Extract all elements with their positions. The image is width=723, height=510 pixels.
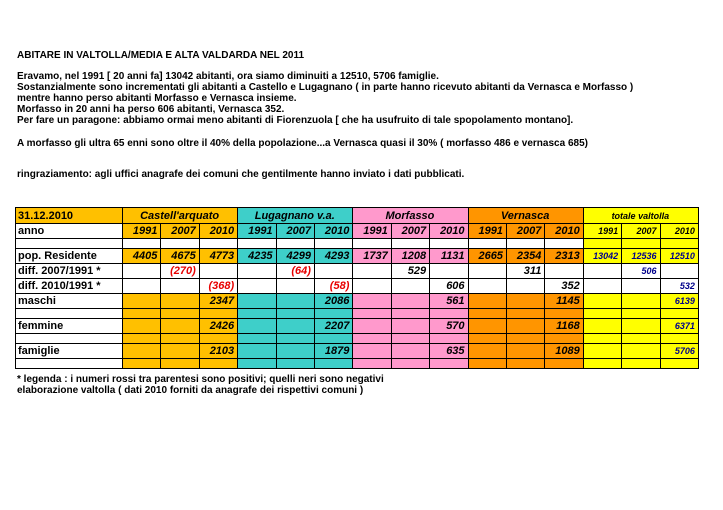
table-cell	[123, 309, 161, 319]
table-cell	[391, 309, 429, 319]
table-cell	[353, 279, 391, 294]
table-cell	[353, 334, 391, 344]
table-header-row	[16, 208, 699, 224]
table-row	[16, 279, 699, 294]
table-cell	[545, 359, 583, 369]
table-cell	[660, 264, 698, 279]
table-cell	[468, 239, 506, 249]
table-cell	[622, 309, 660, 319]
table-row	[16, 249, 699, 264]
table-cell	[238, 294, 276, 309]
anno-label-cell: anno	[16, 224, 123, 239]
table-cell: (270)	[161, 264, 199, 279]
table-cell	[506, 294, 544, 309]
table-row	[16, 334, 699, 344]
table-cell	[123, 359, 161, 369]
year-header-cell: 2010	[660, 224, 698, 239]
table-cell	[545, 309, 583, 319]
year-header-cell: 1991	[353, 224, 391, 239]
table-cell	[430, 334, 468, 344]
table-cell	[276, 239, 314, 249]
table-row	[16, 344, 699, 359]
year-header-cell: 2007	[622, 224, 660, 239]
table-cell	[123, 279, 161, 294]
table-cell	[545, 264, 583, 279]
table-cell	[161, 279, 199, 294]
row-label-cell: famiglie	[16, 344, 123, 359]
table-row	[16, 239, 699, 249]
table-cell	[391, 239, 429, 249]
table-cell: 1131	[430, 249, 468, 264]
table-cell	[430, 239, 468, 249]
table-cell	[276, 294, 314, 309]
table-cell	[583, 294, 621, 309]
row-label-cell: diff. 2010/1991 *	[16, 279, 123, 294]
group-header-totale-valtolla: totale valtolla	[583, 208, 698, 224]
year-header-cell: 1991	[238, 224, 276, 239]
table-cell	[161, 309, 199, 319]
year-header-cell: 2007	[506, 224, 544, 239]
table-cell: 6371	[660, 319, 698, 334]
table-cell	[161, 319, 199, 334]
table-cell	[391, 319, 429, 334]
table-cell: 2665	[468, 249, 506, 264]
table-cell	[506, 239, 544, 249]
table-row	[16, 264, 699, 279]
table-cell: 506	[622, 264, 660, 279]
intro-line: Eravamo, nel 1991 [ 20 anni fa] 13042 abitanti, ora siamo diminuiti a 12510, 5706 famiglie.	[17, 71, 439, 82]
table-cell: 4235	[238, 249, 276, 264]
table-cell	[660, 359, 698, 369]
table-cell: 1145	[545, 294, 583, 309]
table-cell	[545, 239, 583, 249]
table-cell: 6139	[660, 294, 698, 309]
table-cell	[506, 319, 544, 334]
group-header-lugagnano-v-a: Lugagnano v.a.	[238, 208, 353, 224]
population-table	[15, 207, 699, 369]
table-cell: 1737	[353, 249, 391, 264]
table-cell: 2354	[506, 249, 544, 264]
table-year-row	[16, 224, 699, 239]
table-cell	[123, 264, 161, 279]
table-cell	[660, 334, 698, 344]
table-cell: 2086	[314, 294, 352, 309]
table-cell	[276, 279, 314, 294]
table-cell	[276, 309, 314, 319]
table-cell	[276, 344, 314, 359]
table-cell	[506, 334, 544, 344]
table-cell	[238, 344, 276, 359]
table-cell	[314, 309, 352, 319]
table-cell	[660, 309, 698, 319]
intro-line: mentre hanno perso abitanti Morfasso e Vernasca insieme.	[17, 93, 297, 104]
intro-line: Morfasso in 20 anni ha perso 606 abitanti, Vernasca 352.	[17, 104, 285, 115]
table-cell: 1879	[314, 344, 352, 359]
table-cell: 4405	[123, 249, 161, 264]
table-cell: 5706	[660, 344, 698, 359]
table-cell	[391, 279, 429, 294]
table-cell	[199, 239, 237, 249]
table-row	[16, 309, 699, 319]
table-cell	[199, 309, 237, 319]
table-cell	[353, 239, 391, 249]
table-cell	[468, 264, 506, 279]
table-cell	[353, 294, 391, 309]
year-header-cell: 1991	[123, 224, 161, 239]
intro-line: Per fare un paragone: abbiamo ormai meno abitanti di Fiorenzuola [ che ha usufruito di tale spopolamento montano].	[17, 115, 574, 126]
legend-line: * legenda : i numeri rossi tra parentesi sono positivi; quelli neri sono negativi	[17, 374, 384, 385]
year-header-cell: 2010	[430, 224, 468, 239]
date-header-cell: 31.12.2010	[16, 208, 123, 224]
table-cell	[276, 319, 314, 334]
table-cell	[622, 344, 660, 359]
table-cell	[583, 264, 621, 279]
table-cell	[506, 309, 544, 319]
table-cell	[583, 359, 621, 369]
table-cell	[123, 294, 161, 309]
year-header-cell: 2007	[276, 224, 314, 239]
group-header-vernasca: Vernasca	[468, 208, 583, 224]
table-cell	[583, 309, 621, 319]
table-cell	[622, 279, 660, 294]
year-header-cell: 2007	[161, 224, 199, 239]
row-label-cell	[16, 359, 123, 369]
table-cell: 4299	[276, 249, 314, 264]
table-cell	[622, 239, 660, 249]
table-cell	[276, 359, 314, 369]
table-cell	[468, 334, 506, 344]
table-cell	[622, 359, 660, 369]
table-cell: (58)	[314, 279, 352, 294]
row-label-cell: diff. 2007/1991 *	[16, 264, 123, 279]
table-cell	[238, 239, 276, 249]
year-header-cell: 2007	[391, 224, 429, 239]
table-cell	[468, 359, 506, 369]
table-cell: 635	[430, 344, 468, 359]
year-header-cell: 2010	[314, 224, 352, 239]
row-label-cell	[16, 309, 123, 319]
table-cell	[314, 264, 352, 279]
table-cell	[583, 239, 621, 249]
table-cell	[123, 319, 161, 334]
page-title: ABITARE IN VALTOLLA/MEDIA E ALTA VALDARDA NEL 2011	[17, 50, 305, 61]
table-cell	[430, 264, 468, 279]
table-cell: 1208	[391, 249, 429, 264]
table-cell	[468, 309, 506, 319]
row-label-cell	[16, 334, 123, 344]
table-cell	[123, 344, 161, 359]
intro-paragraph	[17, 71, 633, 126]
table-cell	[622, 319, 660, 334]
table-cell	[583, 334, 621, 344]
table-cell	[238, 334, 276, 344]
table-cell	[391, 334, 429, 344]
group-header-castell-arquato: Castell'arquato	[123, 208, 238, 224]
table-cell	[660, 239, 698, 249]
table-cell	[583, 279, 621, 294]
row-label-cell: pop. Residente	[16, 249, 123, 264]
table-cell: 606	[430, 279, 468, 294]
table-cell	[238, 309, 276, 319]
table-cell: 13042	[583, 249, 621, 264]
table-cell	[123, 239, 161, 249]
table-cell	[391, 344, 429, 359]
table-cell	[583, 319, 621, 334]
table-cell	[238, 279, 276, 294]
table-cell	[430, 359, 468, 369]
table-cell: 2207	[314, 319, 352, 334]
group-header-morfasso: Morfasso	[353, 208, 468, 224]
table-cell: 311	[506, 264, 544, 279]
legend	[17, 374, 384, 396]
table-cell	[161, 294, 199, 309]
table-cell	[161, 344, 199, 359]
table-cell	[238, 319, 276, 334]
table-cell	[353, 344, 391, 359]
table-cell	[199, 334, 237, 344]
table-cell: 570	[430, 319, 468, 334]
table-cell	[468, 294, 506, 309]
table-cell	[353, 359, 391, 369]
table-cell: 2426	[199, 319, 237, 334]
table-cell	[161, 239, 199, 249]
year-header-cell: 1991	[468, 224, 506, 239]
table-cell	[468, 344, 506, 359]
table-cell	[314, 239, 352, 249]
table-cell: 1089	[545, 344, 583, 359]
table-cell	[506, 359, 544, 369]
table-cell	[238, 359, 276, 369]
table-cell: 4675	[161, 249, 199, 264]
table-cell	[622, 334, 660, 344]
table-cell	[276, 334, 314, 344]
year-header-cell: 1991	[583, 224, 621, 239]
table-cell	[622, 294, 660, 309]
table-cell	[583, 344, 621, 359]
table-cell	[314, 334, 352, 344]
table-cell	[161, 359, 199, 369]
table-row	[16, 294, 699, 309]
table-cell	[353, 309, 391, 319]
table-cell	[430, 309, 468, 319]
table-cell	[353, 264, 391, 279]
table-cell	[391, 294, 429, 309]
table-cell	[506, 344, 544, 359]
table-cell: 12510	[660, 249, 698, 264]
table-row	[16, 319, 699, 334]
table-cell: 2103	[199, 344, 237, 359]
table-cell	[314, 359, 352, 369]
table-cell	[199, 264, 237, 279]
table-cell: 529	[391, 264, 429, 279]
population-table-body	[16, 208, 699, 369]
table-cell: 4773	[199, 249, 237, 264]
row-label-cell	[16, 239, 123, 249]
table-cell: 2313	[545, 249, 583, 264]
intro-line: Sostanzialmente sono incrementati gli abitanti a Castello e Lugagnano ( in parte hanno ricevuto abitanti da Vernasca e Morfasso )	[17, 82, 634, 93]
table-cell	[161, 334, 199, 344]
table-cell: 4293	[314, 249, 352, 264]
table-cell	[238, 264, 276, 279]
table-cell	[123, 334, 161, 344]
legend-line: elaborazione valtolla ( dati 2010 forniti da anagrafe dei rispettivi comuni )	[17, 385, 364, 396]
table-cell: 1168	[545, 319, 583, 334]
table-cell: 561	[430, 294, 468, 309]
row-label-cell: maschi	[16, 294, 123, 309]
table-cell	[545, 334, 583, 344]
table-cell	[506, 279, 544, 294]
table-cell: (64)	[276, 264, 314, 279]
table-cell: (368)	[199, 279, 237, 294]
table-cell	[468, 319, 506, 334]
year-header-cell: 2010	[199, 224, 237, 239]
table-cell	[391, 359, 429, 369]
table-cell	[353, 319, 391, 334]
table-cell: 532	[660, 279, 698, 294]
table-cell: 352	[545, 279, 583, 294]
acknowledgement-note: ringraziamento: agli uffici anagrafe dei comuni che gentilmente hanno inviato i dati pubblicati.	[17, 169, 465, 180]
row-label-cell: femmine	[16, 319, 123, 334]
over65-note: A morfasso gli ultra 65 enni sono oltre il 40% della popolazione...a Vernasca quasi il 30% ( morfasso 486 e vernasca 685)	[17, 138, 588, 149]
table-cell: 12536	[622, 249, 660, 264]
table-cell: 2347	[199, 294, 237, 309]
table-cell	[199, 359, 237, 369]
table-row	[16, 359, 699, 369]
table-cell	[468, 279, 506, 294]
year-header-cell: 2010	[545, 224, 583, 239]
